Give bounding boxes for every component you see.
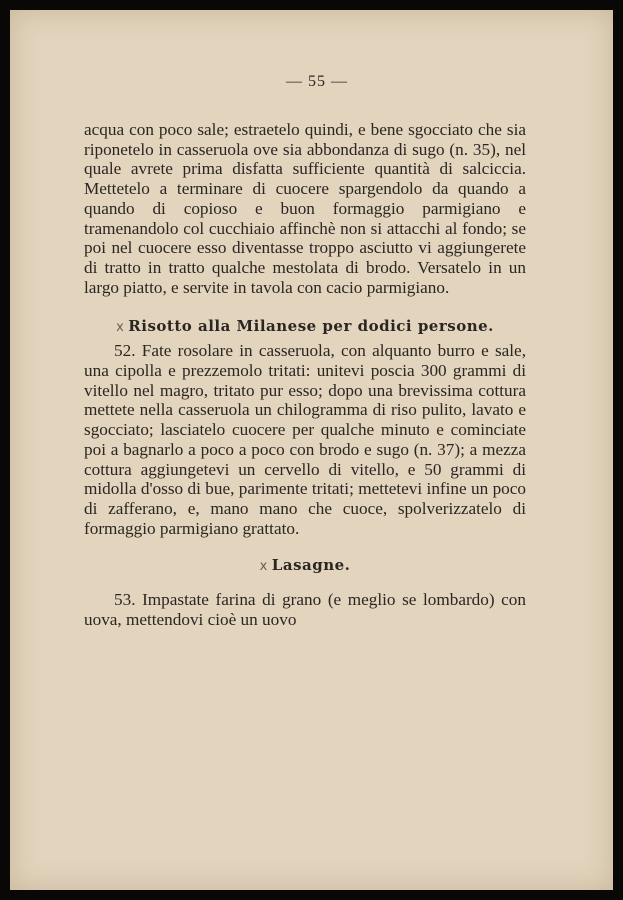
recipe-paragraph-52: 52. Fate rosolare in casseruola, con alquanto burro e sale, una cipolla e prezzemolo tritati: unitevi poscia 300 grammi di vitello nel magro, tritato pur esso; dopo una brevissima cottura mettete nella casseruola un chilogramma di riso pulito, lavato e sgocciato; lasciatelo cuocere per qualche minuto e cominciate poi a bagnarlo a poco a poco con brodo e sugo (n. 37); a mezza cottura aggiungetevi un cervello di vitello, e 50 grammi di midolla d'osso di bue, parimente tritati; mettetevi infine un poco di zafferano, e, mano mano che cuoce, spolverizzatelo di formaggio parmigiano grattato. xyxy=(84,341,526,538)
recipe-title: Lasagne. xyxy=(271,556,351,575)
recipe-title: Risotto alla Milanese per dodici persone. xyxy=(128,317,494,336)
page-number: — 55 — xyxy=(286,73,348,90)
recipe-paragraph-53: 53. Impastate farina di grano (e meglio se lombardo) con uova, mettendovi cioè un uovo xyxy=(84,590,526,630)
book-page xyxy=(84,72,526,630)
handwritten-mark: x xyxy=(259,559,268,575)
recipe-heading-lasagne xyxy=(84,552,526,580)
recipe-heading-risotto xyxy=(84,313,526,341)
handwritten-mark: x xyxy=(116,320,125,336)
page-scan xyxy=(10,10,613,890)
paragraph-continued: acqua con poco sale; estraetelo quindi, e bene sgocciato che sia riponetelo in casseruola ove sia abbondanza di sugo (n. 35), nel quale avrete prima disfatta sufficiente quantità di salciccia. Mettetelo a terminare di cuocere spargendolo da quando a quando di copioso e buon formaggio parmigiano e tramenandolo col cucchiaio affinchè non si attacchi al fondo; se poi nel cuocere esso diventasse troppo asciutto vi aggiungerete di tratto in tratto qualche mestolata di brodo. Versatelo in un largo piatto, e servite in tavola con cacio parmigiano. xyxy=(84,120,526,297)
